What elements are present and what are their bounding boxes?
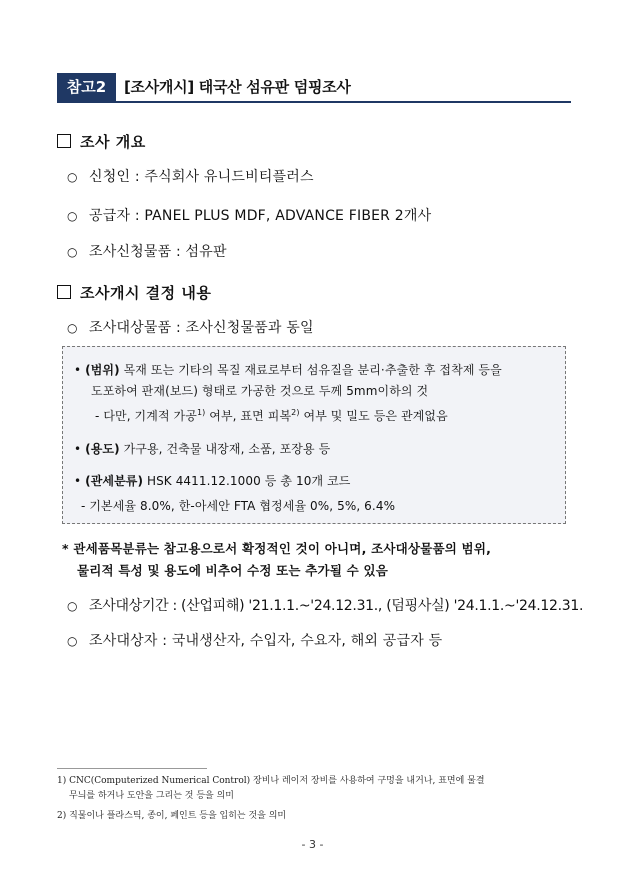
list-item-supplier: ○ 공급자 : PANEL PLUS MDF, ADVANCE FIBER 2개사 bbox=[67, 208, 432, 224]
circle-bullet-icon: ○ bbox=[67, 245, 78, 259]
footnote-2: 2) 직물이나 플라스틱, 종이, 페인트 등을 입히는 것을 의미 bbox=[57, 811, 287, 821]
dot-bullet-icon: • bbox=[74, 442, 82, 456]
list-item-applicant: ○ 신청인 : 주식회사 유니드비티플러스 bbox=[67, 169, 314, 185]
circle-bullet-icon: ○ bbox=[67, 634, 78, 648]
asterisk-icon: * bbox=[62, 541, 69, 556]
list-item-product: ○ 조사신청물품 : 섬유판 bbox=[67, 244, 227, 260]
list-item-subjects: ○ 조사대상자 : 국내생산자, 수입자, 수요자, 해외 공급자 등 bbox=[67, 633, 443, 649]
dot-bullet-icon: • bbox=[74, 363, 82, 377]
dot-bullet-icon: • bbox=[74, 474, 82, 488]
circle-bullet-icon: ○ bbox=[67, 321, 78, 335]
list-item-target-product: ○ 조사대상물품 : 조사신청물품과 동일 bbox=[67, 320, 314, 336]
page-number: - 3 - bbox=[301, 838, 324, 851]
section-heading-decision: 조사개시 결정 내용 bbox=[57, 282, 211, 303]
section-heading-overview: 조사 개요 bbox=[57, 131, 146, 152]
note-line2: 물리적 특성 및 용도에 비추어 수정 또는 추가될 수 있음 bbox=[77, 563, 389, 578]
footnote-1-line2: 무늬를 하거나 도안을 그리는 것 등을 의미 bbox=[69, 791, 234, 801]
header-rule bbox=[57, 101, 571, 103]
checkbox-square-icon bbox=[57, 285, 71, 299]
circle-bullet-icon: ○ bbox=[67, 209, 78, 223]
box-tariff-sub: - 기본세율 8.0%, 한-아세안 FTA 협정세율 0%, 5%, 6.4% bbox=[81, 499, 396, 513]
page-title: [조사개시] 태국산 섬유판 덤핑조사 bbox=[124, 78, 351, 96]
circle-bullet-icon: ○ bbox=[67, 599, 78, 613]
box-range-line1: • (범위) 목재 또는 기타의 목질 재료로부터 섬유질을 분리·추출한 후 접착제 등을 bbox=[74, 363, 502, 377]
box-range-line2: 도포하여 판재(보드) 형태로 가공한 것으로 두께 5mm이하의 것 bbox=[91, 384, 429, 398]
checkbox-square-icon bbox=[57, 134, 71, 148]
box-tariff-line: • (관세분류) HSK 4411.12.1000 등 총 10개 코드 bbox=[74, 474, 351, 488]
list-item-period: ○ 조사대상기간 : (산업피해) '21.1.1.~'24.12.31., (덤핑사실) '24.1.1.~'24.12.31. bbox=[67, 598, 584, 614]
footnote-1-line1: 1) CNC(Computerized Numerical Control) 장비나 레이저 장비를 사용하여 구멍을 내거나, 표면에 물결 bbox=[57, 776, 485, 786]
reference-tag: 참고2 bbox=[57, 73, 116, 101]
note-line1: * 관세품목분류는 참고용으로서 확정적인 것이 아니며, 조사대상물품의 범위, bbox=[62, 541, 492, 556]
box-range-sub: - 다만, 기계적 가공$^{1)}$ 여부, 표면 피복$^{2)}$ 여부 및 밀도 등은 관계없음 bbox=[95, 408, 448, 423]
footnote-rule bbox=[57, 768, 207, 769]
circle-bullet-icon: ○ bbox=[67, 170, 78, 184]
box-use-line: • (용도) 가구용, 건축물 내장재, 소품, 포장용 등 bbox=[74, 442, 331, 456]
